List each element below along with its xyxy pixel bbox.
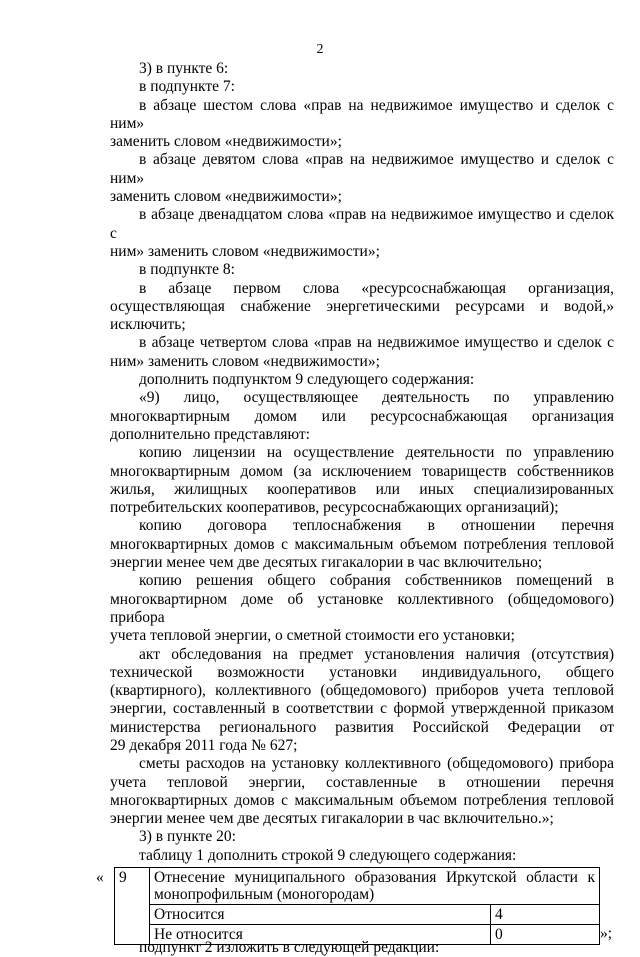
text-line: многоквартирных домов с максимальным объемом потребления тепловой xyxy=(110,791,614,809)
text-line: ним» заменить словом «недвижимости»; xyxy=(110,352,380,370)
text-line: многоквартирных домов с максимальным объемом потребления тепловой xyxy=(110,535,614,553)
text-line: исключить; xyxy=(110,316,186,334)
table-label-cell: Не относится xyxy=(150,925,491,945)
table-row xyxy=(115,868,600,905)
table-row xyxy=(115,925,600,945)
text-line: в абзаце первом слова «ресурсоснабжающая организация, xyxy=(139,279,614,297)
table-value-cell: 0 xyxy=(491,925,600,945)
table-row xyxy=(115,905,600,925)
text-line: (квартирного), коллективного (общедомового) приборов учета тепловой xyxy=(110,682,614,700)
text-line: энергии менее чем две десятых гигакалории в час включительно; xyxy=(110,554,543,572)
text-line: дополнительно представляют: xyxy=(110,425,310,443)
text-line: осуществляющая снабжение энергетическими ресурсами и водой,» xyxy=(110,297,614,315)
text-line: копию лицензии на осуществление деятельности по управлению xyxy=(139,444,614,462)
text-line: в абзаце двенадцатом слова «прав на недвижимое имущество и сделок с xyxy=(110,206,614,242)
text-line: заменить словом «недвижимости»; xyxy=(110,188,342,206)
text-line: акт обследования на предмет установления наличия (отсутствия) xyxy=(139,645,614,663)
text-line: жилья, жилищных кооперативов или иных специализированных xyxy=(110,480,614,498)
text-line: в абзаце девятом слова «прав на недвижимое имущество и сделок с ним» xyxy=(110,151,614,187)
page-number: 2 xyxy=(316,42,324,57)
row-number-cell: 9 xyxy=(115,868,150,945)
text-line: многоквартирным домом (за исключением товариществ собственников xyxy=(110,462,614,480)
table-value-cell: 4 xyxy=(491,905,600,925)
text-line: заменить словом «недвижимости»; xyxy=(110,133,342,151)
text-line: потребительских кооперативов, ресурсоснабжающих организаций); xyxy=(110,499,559,517)
text-line: 29 декабря 2011 года № 627; xyxy=(110,736,298,754)
text-line: в абзаце четвертом слова «прав на недвижимое имущество и сделок с xyxy=(139,334,614,352)
text-line: министерства регионального развития Российской Федерации от xyxy=(110,718,614,736)
close-quote: »; xyxy=(600,925,613,943)
text-line: копию договора теплоснабжения в отношении перечня xyxy=(139,517,614,535)
text-line: технической возможности установки индивидуального, общего xyxy=(110,663,614,681)
table-insertion xyxy=(96,867,614,944)
text-line: «9) лицо, осуществляющее деятельность по управлению xyxy=(139,389,614,407)
text-line: таблицу 1 дополнить строкой 9 следующего содержания: xyxy=(139,846,517,864)
text-line: энергии, составленный в соответствии с формой утвержденной приказом xyxy=(110,700,614,718)
text-line: многоквартирном доме об установке коллективного (общедомового) прибора xyxy=(110,590,614,626)
document-body xyxy=(96,60,614,957)
text-line: копию решения общего собрания собственников помещений в xyxy=(139,572,614,590)
text-line: ним» заменить словом «недвижимости»; xyxy=(110,242,380,260)
text-line: учета тепловой энергии, составленные в отношении перечня xyxy=(110,773,614,791)
inserted-table xyxy=(114,867,600,945)
text-line: сметы расходов на установку коллективного (общедомового) прибора xyxy=(139,755,614,773)
text-line: подпункт 2 изложить в следующей редакции: xyxy=(139,939,440,957)
text-line: в абзаце шестом слова «прав на недвижимое имущество и сделок с ним» xyxy=(110,96,614,132)
text-line: в подпункте 8: xyxy=(139,261,235,279)
text-line: многоквартирным домом или ресурсоснабжающая организация xyxy=(110,407,614,425)
table-header-cell: Отнесение муниципального образования Иркутской области к монопрофильным (моногородам) xyxy=(150,868,600,905)
open-quote: « xyxy=(96,869,104,887)
text-line: дополнить подпунктом 9 следующего содержания: xyxy=(139,371,475,389)
text-line: учета тепловой энергии, о сметной стоимости его установки; xyxy=(110,627,515,645)
text-line: 3) в пункте 6: xyxy=(139,60,229,77)
text-line: энергии менее чем две десятых гигакалории в час включительно.»; xyxy=(110,810,554,828)
text-line: 3) в пункте 20: xyxy=(139,828,236,846)
text-line: в подпункте 7: xyxy=(139,78,235,96)
table-label-cell: Относится xyxy=(150,905,491,925)
